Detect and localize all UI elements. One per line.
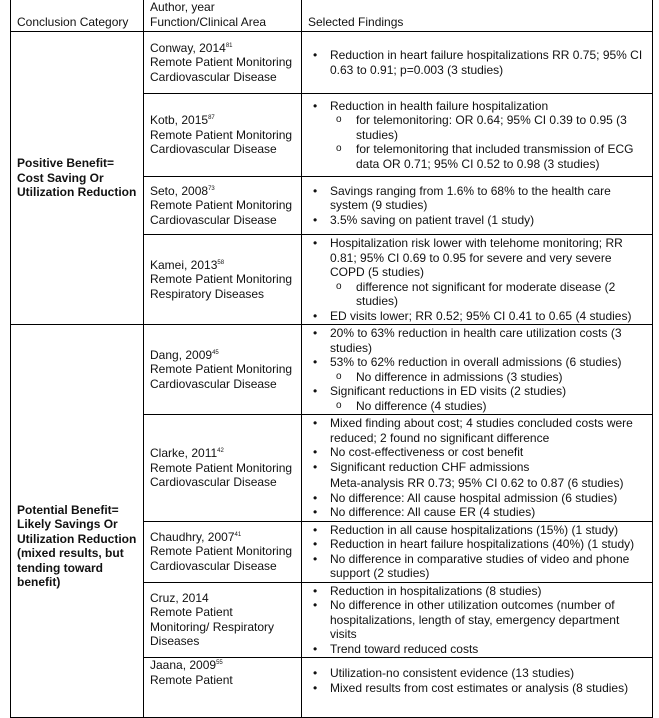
author-cell [144, 32, 302, 94]
findings-cell [302, 658, 653, 718]
clinical-area: Remote Patient Monitoring Cardiovascular Disease [150, 544, 293, 573]
finding: • Significant reductions in ED visits (2 studies) [306, 384, 646, 399]
table-header-row [11, 0, 653, 32]
clinical-area: Remote Patient Monitoring Cardiovascular Disease [150, 127, 293, 157]
reference-number: 42 [217, 448, 224, 454]
finding: • Significant reduction CHF admissions [306, 460, 646, 475]
findings-cell [302, 94, 653, 177]
author-year: Dang, 2009$^{45}$ [150, 347, 219, 362]
author-year: Jaana, 2009$^{55}$ [150, 658, 223, 672]
finding: • No difference in comparative studies of video and phone support (2 studies) [306, 552, 646, 581]
author-cell [144, 325, 302, 415]
author-year: Chaudhry, 2007$^{41}$ [150, 529, 242, 544]
clinical-area: Remote Patient Monitoring Cardiovascular Disease [150, 460, 293, 489]
findings-list [306, 99, 646, 172]
reference-number: 87 [208, 115, 215, 122]
findings-cell [302, 415, 653, 522]
findings-list [306, 416, 646, 520]
findings-cell [302, 32, 653, 94]
author-year: Cruz, 2014 [150, 590, 209, 605]
finding: • No difference: All cause ER (4 studies) [306, 505, 646, 520]
conclusion-category: Potential Benefit= Likely Savings Or Utilization Reduction (mixed results, but tending toward benefit) [11, 325, 144, 718]
author-year: Clarke, 2011$^{42}$ [150, 446, 224, 460]
findings-cell [302, 177, 653, 235]
finding: • 20% to 63% reduction in health care utilization costs (3 studies) [306, 326, 646, 355]
finding: Meta-analysis RR 0.73; 95% CI 0.62 to 0.87 (6 studies) [330, 476, 624, 490]
author-cell [144, 177, 302, 235]
finding: • 3.5% saving on patient travel (1 study) [306, 213, 646, 228]
sub-finding: o No difference in admissions (3 studies) [306, 370, 646, 385]
author-year: Kotb, 2015$^{87}$ [150, 113, 215, 128]
finding: • Hospitalization risk lower with telehome monitoring; RR 0.81; 95% CI 0.69 to 0.95 for severe and very severe COPD (5 studies) [306, 236, 646, 280]
finding: • Reduction in health failure hospitalization [306, 99, 646, 114]
finding: • Reduction in heart failure hospitalizations RR 0.75; 95% CI 0.63 to 0.91; p=0.003 (3 studies) [306, 48, 646, 77]
finding: • No difference in other utilization outcomes (number of hospitalizations, length of stay, emergency department visits [306, 598, 646, 642]
findings-cell [302, 521, 653, 582]
finding: • Reduction in all cause hospitalizations (15%) (1 study) [306, 523, 646, 538]
header-author-area [144, 0, 302, 32]
finding: • Mixed finding about cost; 4 studies concluded costs were reduced; 2 found no significant difference [306, 416, 646, 445]
findings-list [306, 523, 646, 581]
header-conclusion-category: Conclusion Category [11, 0, 144, 32]
author-cell [144, 658, 302, 718]
findings-list [306, 326, 646, 413]
author-year: Kamei, 2013$^{58}$ [150, 257, 225, 272]
reference-number: 73 [208, 185, 215, 192]
finding: • No cost-effectiveness or cost benefit [306, 445, 646, 460]
author-cell [144, 235, 302, 325]
clinical-area: Remote Patient [150, 672, 233, 687]
findings-cell [302, 325, 653, 415]
sub-finding: o for telemonitoring that included transmission of ECG data OR 0.71; 95% CI 0.52 to 0.98 (3 studies) [306, 142, 646, 171]
header-author-year: Author, year [150, 0, 215, 14]
finding: • ED visits lower; RR 0.52; 95% CI 0.41 to 0.65 (4 studies) [306, 309, 646, 324]
finding: • Mixed results from cost estimates or analysis (8 studies) [306, 681, 646, 696]
author-cell [144, 415, 302, 522]
author-cell [144, 582, 302, 658]
reference-number: 58 [217, 259, 225, 266]
table-row [11, 32, 653, 94]
table-row [11, 325, 653, 415]
findings-cell [302, 582, 653, 658]
reference-number: 41 [234, 531, 242, 538]
clinical-area: Remote Patient Monitoring Cardiovascular Disease [150, 198, 293, 227]
findings-cell [302, 235, 653, 325]
finding: • Savings ranging from 1.6% to 68% to the health care system (9 studies) [306, 184, 646, 213]
clinical-area: Remote Patient Monitoring Cardiovascular Disease [150, 362, 293, 391]
sub-finding: o No difference (4 studies) [306, 399, 646, 414]
author-cell [144, 94, 302, 177]
sub-finding: o for telemonitoring: OR 0.64; 95% CI 0.39 to 0.95 (3 studies) [306, 113, 646, 142]
header-selected-findings: Selected Findings [302, 0, 653, 32]
finding: • Trend toward reduced costs [306, 642, 646, 657]
finding: • Utilization-no consistent evidence (13 studies) [306, 666, 646, 681]
reference-number: 81 [225, 42, 233, 49]
clinical-area: Remote Patient Monitoring/ Respiratory Diseases [150, 605, 275, 649]
header-function-area: Function/Clinical Area [150, 14, 267, 29]
findings-table [10, 0, 653, 718]
findings-list [306, 584, 646, 657]
reference-number: 55 [216, 660, 223, 666]
author-year: Conway, 2014$^{81}$ [150, 40, 233, 55]
finding: • Reduction in hospitalizations (8 studies) [306, 584, 646, 599]
clinical-area: Remote Patient Monitoring Respiratory Diseases [150, 272, 293, 301]
findings-list [306, 666, 646, 695]
clinical-area: Remote Patient Monitoring Cardiovascular Disease [150, 55, 293, 84]
findings-list [306, 48, 646, 77]
finding: • Reduction in heart failure hospitalizations (40%) (1 study) [306, 537, 646, 552]
findings-list [306, 236, 646, 323]
findings-list [306, 184, 646, 228]
reference-number: 45 [212, 349, 219, 356]
author-cell [144, 521, 302, 582]
finding: • No difference: All cause hospital admission (6 studies) [306, 491, 646, 506]
author-year: Seto, 2008$^{73}$ [150, 183, 215, 198]
conclusion-category: Positive Benefit= Cost Saving Or Utilization Reduction [11, 32, 144, 325]
sub-finding: o difference not significant for moderate disease (2 studies) [306, 280, 646, 309]
finding: • 53% to 62% reduction in overall admissions (6 studies) [306, 355, 646, 370]
